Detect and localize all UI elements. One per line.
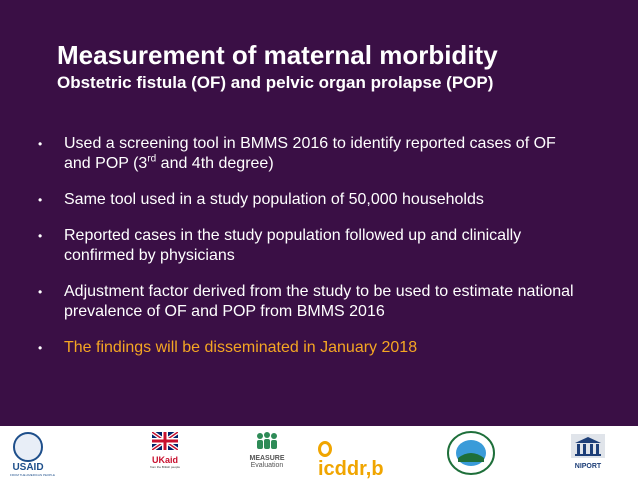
bangladesh-seal-logo (446, 430, 496, 476)
bullet-list (38, 134, 578, 374)
usaid-tagline: FROM THE AMERICAN PEOPLE (10, 473, 55, 477)
usaid-text: USAID (12, 462, 44, 473)
bullet-item: • Reported cases in the study population followed up and clinically confirmed by physicians (38, 226, 578, 266)
people-icon (252, 432, 282, 450)
icddrb-logo (318, 440, 402, 479)
bullet-item: • Same tool used in a study population of 50,000 households (38, 190, 578, 210)
building-icon (571, 434, 605, 458)
bullet-item (38, 134, 578, 174)
logo-bar (0, 426, 638, 479)
union-jack-icon (152, 432, 178, 450)
bullet-item-highlight: • The findings will be disseminated in January 2018 (38, 338, 578, 358)
icddrb-mark-icon (318, 441, 332, 457)
niport-logo (566, 434, 610, 476)
usaid-seal-icon (13, 432, 43, 462)
icddrb-text: icddr,b (318, 458, 384, 479)
slide-subtitle: Obstetric fistula (OF) and pelvic organ prolapse (POP) (57, 73, 494, 92)
bullet-text: and 4th degree) (156, 155, 274, 172)
measure-logo (245, 432, 289, 474)
bangladesh-seal-icon (446, 430, 496, 476)
niport-text: NIPORT (574, 463, 602, 470)
ukaid-tagline: from the British people (150, 465, 181, 469)
ukaid-logo (150, 432, 180, 474)
superscript: rd (147, 153, 157, 165)
measure-text: MEASURE (249, 455, 285, 462)
slide-title: Measurement of maternal morbidity (57, 40, 498, 70)
usaid-logo (10, 432, 55, 477)
measure-sub-text: Evaluation (250, 462, 284, 469)
bullet-text: Used a screening tool in BMMS 2016 to identify reported cases of OF and POP (3 (64, 135, 556, 172)
ukaid-text: UKaid (151, 455, 178, 465)
bullet-item: • Adjustment factor derived from the study to be used to estimate national prevalence of OF and POP from BMMS 2016 (38, 282, 578, 322)
